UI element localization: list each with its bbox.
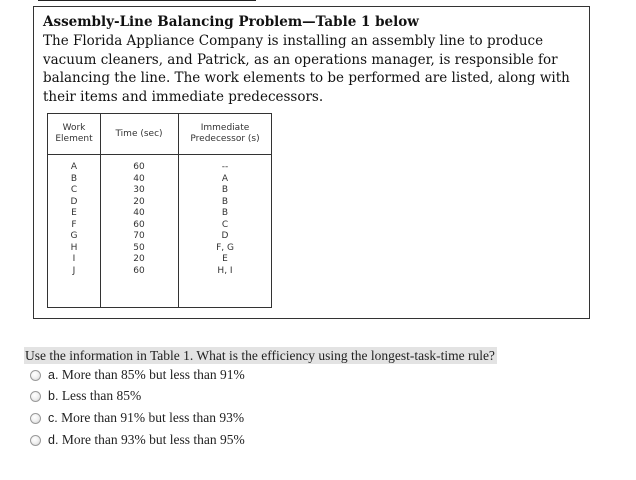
table-cell: 60 bbox=[133, 162, 145, 172]
radio-button[interactable] bbox=[30, 435, 41, 446]
option-label: More than 85% but less than 91% bbox=[61, 367, 245, 382]
option-b[interactable] bbox=[30, 386, 141, 406]
table-cell: H bbox=[70, 242, 78, 253]
option-d[interactable] bbox=[30, 430, 245, 450]
problem-box bbox=[33, 6, 590, 319]
option-letter: c. bbox=[48, 411, 58, 425]
top-rule bbox=[38, 0, 256, 1]
header-line: Predecessor (s) bbox=[190, 134, 260, 144]
table-cell: A bbox=[70, 162, 78, 172]
column-header-work-element bbox=[48, 123, 100, 145]
table-cell: 40 bbox=[133, 173, 145, 184]
table-cell: B bbox=[70, 173, 78, 184]
option-c[interactable] bbox=[30, 408, 244, 428]
column-header-time: Time (sec) bbox=[115, 129, 163, 139]
table-cell: D bbox=[221, 231, 229, 241]
header-line: Work bbox=[62, 123, 86, 133]
table-cell: 20 bbox=[133, 254, 145, 264]
work-elements-table bbox=[47, 113, 272, 308]
table-cell: 50 bbox=[133, 242, 145, 253]
option-letter: d. bbox=[48, 433, 59, 447]
table-cell: E bbox=[71, 208, 77, 218]
header-line: Element bbox=[55, 134, 93, 144]
table-cell: C bbox=[221, 219, 229, 230]
radio-button[interactable] bbox=[30, 413, 41, 424]
table-cell: F, G bbox=[216, 242, 234, 253]
radio-button[interactable] bbox=[30, 391, 41, 402]
option-label: More than 93% but less than 95% bbox=[61, 432, 245, 447]
header-line: Immediate bbox=[200, 123, 250, 133]
table-cell: E bbox=[222, 254, 228, 264]
table-cell: G bbox=[70, 231, 78, 241]
option-letter: a. bbox=[48, 368, 59, 382]
table-cell: B bbox=[221, 208, 229, 218]
table-cell: H, I bbox=[217, 265, 233, 276]
option-a[interactable] bbox=[30, 365, 245, 385]
table-cell: J bbox=[72, 265, 76, 276]
table-cell: F bbox=[71, 219, 77, 230]
table-cell: C bbox=[70, 185, 78, 195]
predecessor-column bbox=[178, 162, 272, 277]
table-cell: -- bbox=[221, 162, 229, 172]
table-cell: 40 bbox=[133, 208, 145, 218]
column-header-predecessor bbox=[178, 123, 272, 145]
problem-title: Assembly-Line Balancing Problem—Table 1 below bbox=[43, 14, 419, 30]
radio-button[interactable] bbox=[30, 370, 41, 381]
table-cell: 70 bbox=[133, 231, 145, 241]
option-label: Less than 85% bbox=[61, 388, 142, 403]
problem-description: The Florida Appliance Company is installing an assembly line to produce vacuum cleaners, and Patrick, as an operations manager, is responsible for balancing the line. The work elements to be performed are listed, along with their items and immediate predecessors. bbox=[43, 33, 570, 105]
time-column bbox=[100, 162, 178, 277]
work-element-column bbox=[48, 162, 100, 277]
table-cell: B bbox=[221, 196, 229, 207]
table-cell: 30 bbox=[133, 185, 145, 195]
table-header-divider bbox=[48, 154, 271, 155]
table-cell: A bbox=[221, 173, 229, 184]
table-cell: 60 bbox=[133, 265, 145, 276]
option-label: More than 91% but less than 93% bbox=[61, 410, 245, 425]
table-cell: 20 bbox=[133, 196, 145, 207]
option-letter: b. bbox=[48, 389, 59, 403]
table-cell: I bbox=[72, 254, 76, 264]
table-cell: 60 bbox=[133, 219, 145, 230]
question-text: Use the information in Table 1. What is the efficiency using the longest-task-time rule? bbox=[25, 348, 495, 363]
table-cell: B bbox=[221, 185, 229, 195]
table-cell: D bbox=[70, 196, 78, 207]
